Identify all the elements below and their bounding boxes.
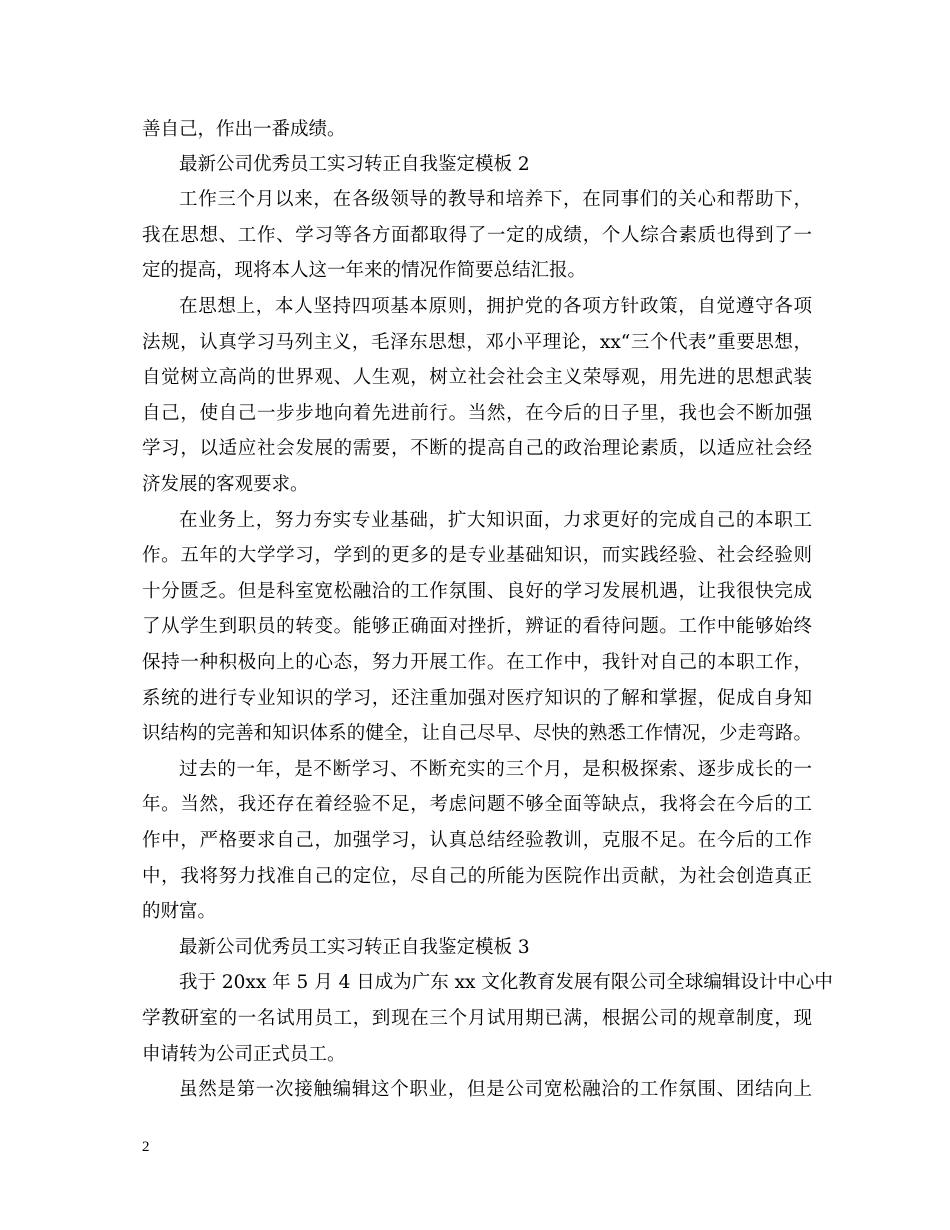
text-line: 在思想上，本人坚持四项基本原则，拥护党的各项方针政策，自觉遵守各项 bbox=[179, 296, 812, 317]
text-line: 我在思想、工作、学习等各方面都取得了一定的成绩，个人综合素质也得到了一 bbox=[142, 225, 812, 246]
text-line: 过去的一年，是不断学习、不断充实的三个月，是积极探索、逐步成长的一 bbox=[179, 759, 812, 780]
text-line: 十分匮乏。但是科室宽松融洽的工作氛围、良好的学习发展机遇，让我很快完成 bbox=[142, 581, 812, 602]
section-heading: 最新公司优秀员工实习转正自我鉴定模板 3 bbox=[179, 937, 530, 958]
text-line: 学习，以适应社会发展的需要，不断的提高自己的政治理论素质，以适应社会经 bbox=[142, 438, 812, 459]
text-line: 自觉树立高尚的世界观、人生观，树立社会社会主义荣辱观，用先进的思想武装 bbox=[142, 367, 812, 388]
text-line: 保持一种积极向上的心态，努力开展工作。在工作中，我针对自己的本职工作， bbox=[142, 652, 812, 673]
section-heading: 最新公司优秀员工实习转正自我鉴定模板 2 bbox=[179, 154, 530, 175]
text-line: 申请转为公司正式员工。 bbox=[142, 1044, 346, 1065]
text-line: 工作三个月以来，在各级领导的教导和培养下，在同事们的关心和帮助下， bbox=[179, 189, 812, 210]
text-line: 善自己，作出一番成绩。 bbox=[142, 119, 346, 140]
text-line: 济发展的客观要求。 bbox=[142, 474, 309, 495]
text-line: 作。五年的大学学习，学到的更多的是专业基础知识，而实践经验、社会经验则 bbox=[142, 545, 812, 566]
text-line: 年。当然，我还存在着经验不足，考虑问题不够全面等缺点，我将会在今后的工 bbox=[142, 794, 812, 815]
page-number: 2 bbox=[142, 1139, 150, 1155]
text-line: 了从学生到职员的转变。能够正确面对挫折，辨证的看待问题。工作中能够始终 bbox=[142, 616, 812, 637]
text-line: 的财富。 bbox=[142, 901, 217, 922]
text-line: 作中，严格要求自己，加强学习，认真总结经验教训，克服不足。在今后的工作 bbox=[142, 830, 812, 851]
text-line: 中，我将努力找准自己的定位，尽自己的所能为医院作出贡献，为社会创造真正 bbox=[142, 866, 812, 887]
text-line: 系统的进行专业知识的学习，还注重加强对医疗知识的了解和掌握，促成自身知 bbox=[142, 688, 812, 709]
text-line: 在业务上，努力夯实专业基础，扩大知识面，力求更好的完成自己的本职工 bbox=[179, 510, 812, 531]
text-line: 定的提高，现将本人这一年来的情况作简要总结汇报。 bbox=[142, 260, 587, 281]
text-line: 虽然是第一次接触编辑这个职业，但是公司宽松融洽的工作氛围、团结向上 bbox=[179, 1079, 812, 1100]
text-line: 学教研室的一名试用员工，到现在三个月试用期已满，根据公司的规章制度，现 bbox=[142, 1008, 812, 1029]
text-line: 法规，认真学习马列主义，毛泽东思想，邓小平理论，xx“三个代表”重要思想， bbox=[142, 332, 812, 353]
text-line: 我于 20xx 年 5 月 4 日成为广东 xx 文化教育发展有限公司全球编辑设计中心中 bbox=[179, 972, 833, 993]
text-line: 自己，使自己一步步地向着先进前行。当然，在今后的日子里，我也会不断加强 bbox=[142, 403, 812, 424]
text-line: 识结构的完善和知识体系的健全，让自己尽早、尽快的熟悉工作情况，少走弯路。 bbox=[142, 723, 812, 744]
